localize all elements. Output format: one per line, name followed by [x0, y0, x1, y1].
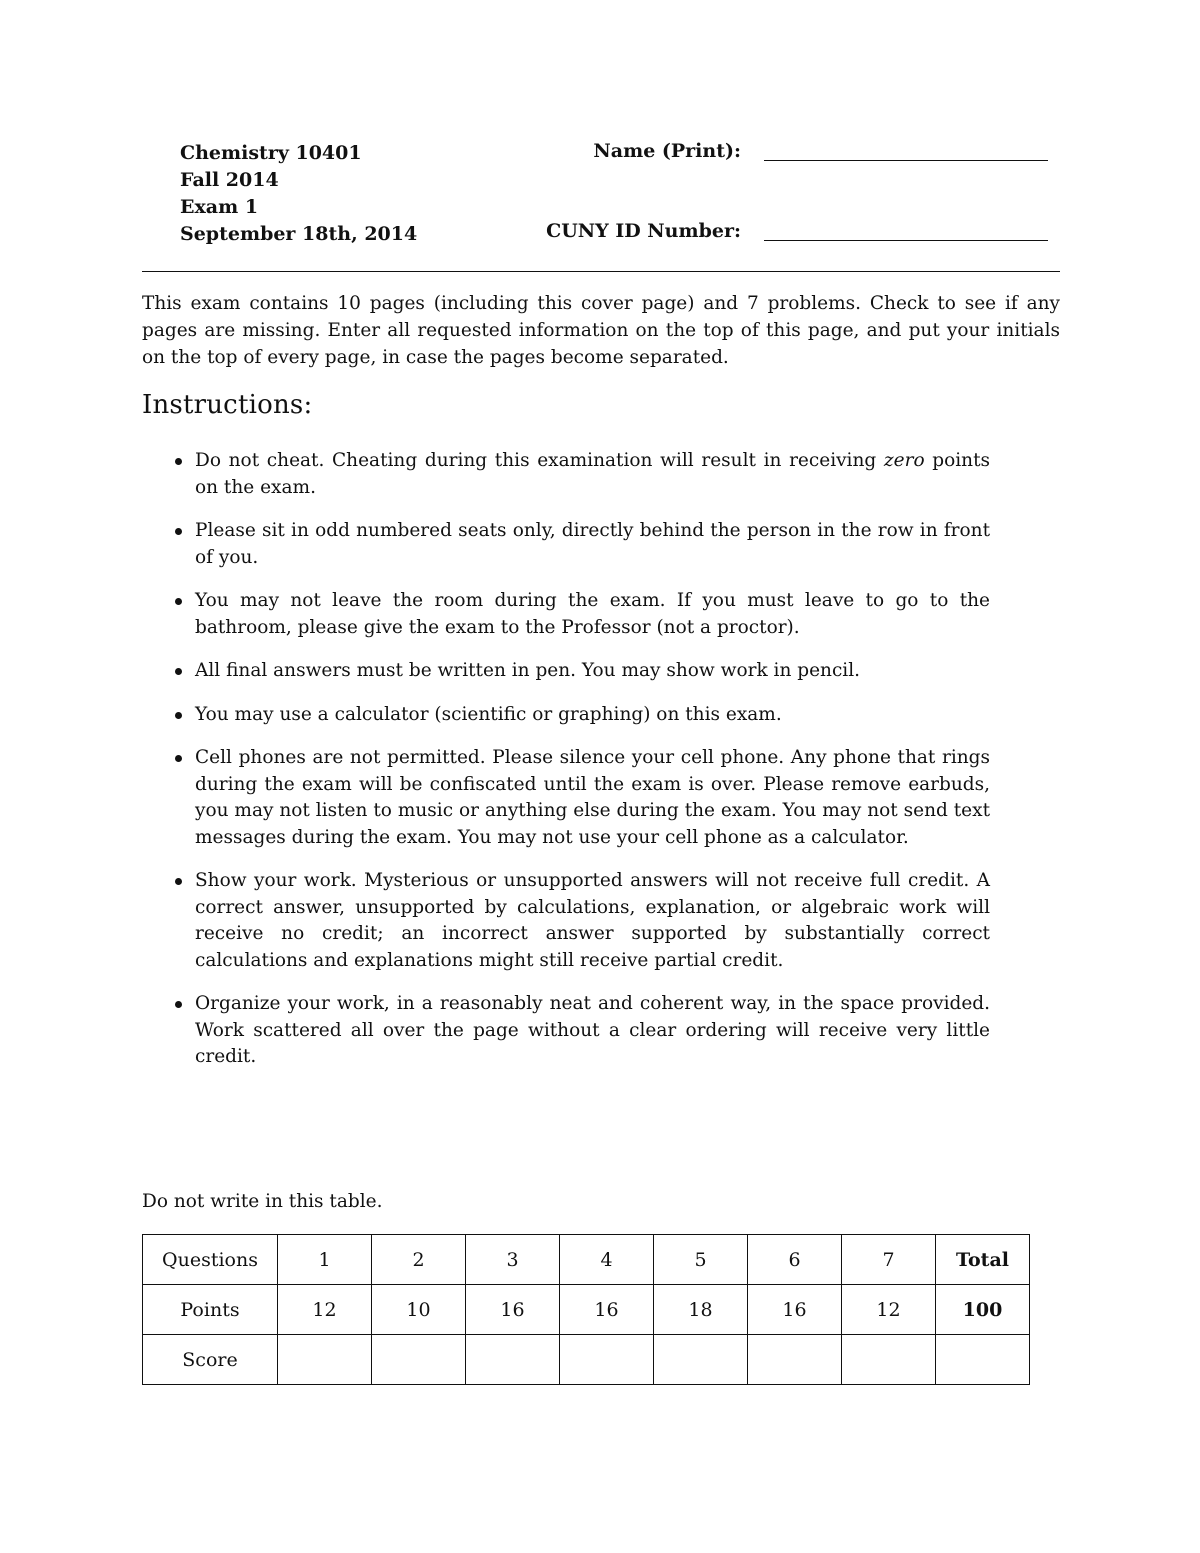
bullet-icon [175, 755, 182, 762]
question-number: 6 [748, 1235, 842, 1285]
table-note: Do not write in this table. [142, 1191, 383, 1212]
points-row [143, 1285, 1030, 1335]
instruction-item: You may not leave the room during the exam. If you must leave to go to the bathroom, please give the exam to the Professor (not a proctor). [175, 588, 990, 641]
question-number: 4 [560, 1235, 654, 1285]
bullet-icon [175, 712, 182, 719]
question-number: 5 [654, 1235, 748, 1285]
bullet-icon [175, 1001, 182, 1008]
instruction-item: Cell phones are not permitted. Please silence your cell phone. Any phone that rings during the exam will be confiscated until the exam is over. Please remove earbuds, you may not listen to music or anything else during the exam. You may not send text messages during the exam. You may not use your cell phone as a calculator. [175, 745, 990, 851]
points-cell: 18 [654, 1285, 748, 1335]
score-cell [748, 1335, 842, 1385]
instructions-list [175, 448, 990, 1088]
score-cell [372, 1335, 466, 1385]
score-cell [466, 1335, 560, 1385]
points-cell: 10 [372, 1285, 466, 1335]
score-cell [654, 1335, 748, 1385]
exam-title: Exam 1 [180, 196, 259, 218]
row-label-questions: Questions [143, 1235, 278, 1285]
bullet-icon [175, 528, 182, 535]
row-label-score: Score [143, 1335, 278, 1385]
score-cell [560, 1335, 654, 1385]
name-label: Name (Print): [593, 140, 741, 162]
points-cell: 16 [560, 1285, 654, 1335]
instruction-item: Show your work. Mysterious or unsupported answers will not receive full credit. A correct answer, unsupported by calculations, explanation, or algebraic work will receive no credit; an incorrect answer supported by substantially correct calculations and explanations might still receive partial credit. [175, 868, 990, 974]
score-cell [278, 1335, 372, 1385]
question-number: 7 [842, 1235, 936, 1285]
header-divider [142, 271, 1060, 272]
question-number: 1 [278, 1235, 372, 1285]
bullet-icon [175, 458, 182, 465]
question-number: 2 [372, 1235, 466, 1285]
instructions-heading: Instructions: [142, 390, 313, 420]
bullet-icon [175, 598, 182, 605]
total-score-cell [936, 1335, 1030, 1385]
instruction-item: All final answers must be written in pen. You may show work in pencil. [175, 658, 990, 685]
course-name: Chemistry 10401 [180, 142, 362, 164]
instruction-item: Do not cheat. Cheating during this examination will result in receiving zero points on the exam. [175, 448, 990, 501]
row-label-points: Points [143, 1285, 278, 1335]
instruction-item: You may use a calculator (scientific or graphing) on this exam. [175, 702, 990, 729]
instruction-item: Organize your work, in a reasonably neat and coherent way, in the space provided. Work scattered all over the page without a clear ordering will receive very little credit. [175, 991, 990, 1071]
total-header: Total [936, 1235, 1030, 1285]
bullet-icon [175, 668, 182, 675]
cuny-id-field-line[interactable] [764, 240, 1048, 241]
name-field-line[interactable] [764, 160, 1048, 161]
exam-date: September 18th, 2014 [180, 223, 418, 245]
questions-row [143, 1235, 1030, 1285]
term: Fall 2014 [180, 169, 279, 191]
cuny-id-label: CUNY ID Number: [546, 220, 741, 242]
instruction-item: Please sit in odd numbered seats only, directly behind the person in the row in front of you. [175, 518, 990, 571]
score-table [142, 1234, 1030, 1385]
score-row [143, 1335, 1030, 1385]
points-cell: 12 [842, 1285, 936, 1335]
intro-paragraph: This exam contains 10 pages (including this cover page) and 7 problems. Check to see if any pages are missing. Enter all requested information on the top of this page, and put your initials on the top of every page, in case the pages become separated. [142, 293, 1060, 368]
question-number: 3 [466, 1235, 560, 1285]
total-points: 100 [936, 1285, 1030, 1335]
bullet-icon [175, 878, 182, 885]
points-cell: 16 [466, 1285, 560, 1335]
course-info [180, 140, 417, 248]
points-cell: 12 [278, 1285, 372, 1335]
score-cell [842, 1335, 936, 1385]
points-cell: 16 [748, 1285, 842, 1335]
